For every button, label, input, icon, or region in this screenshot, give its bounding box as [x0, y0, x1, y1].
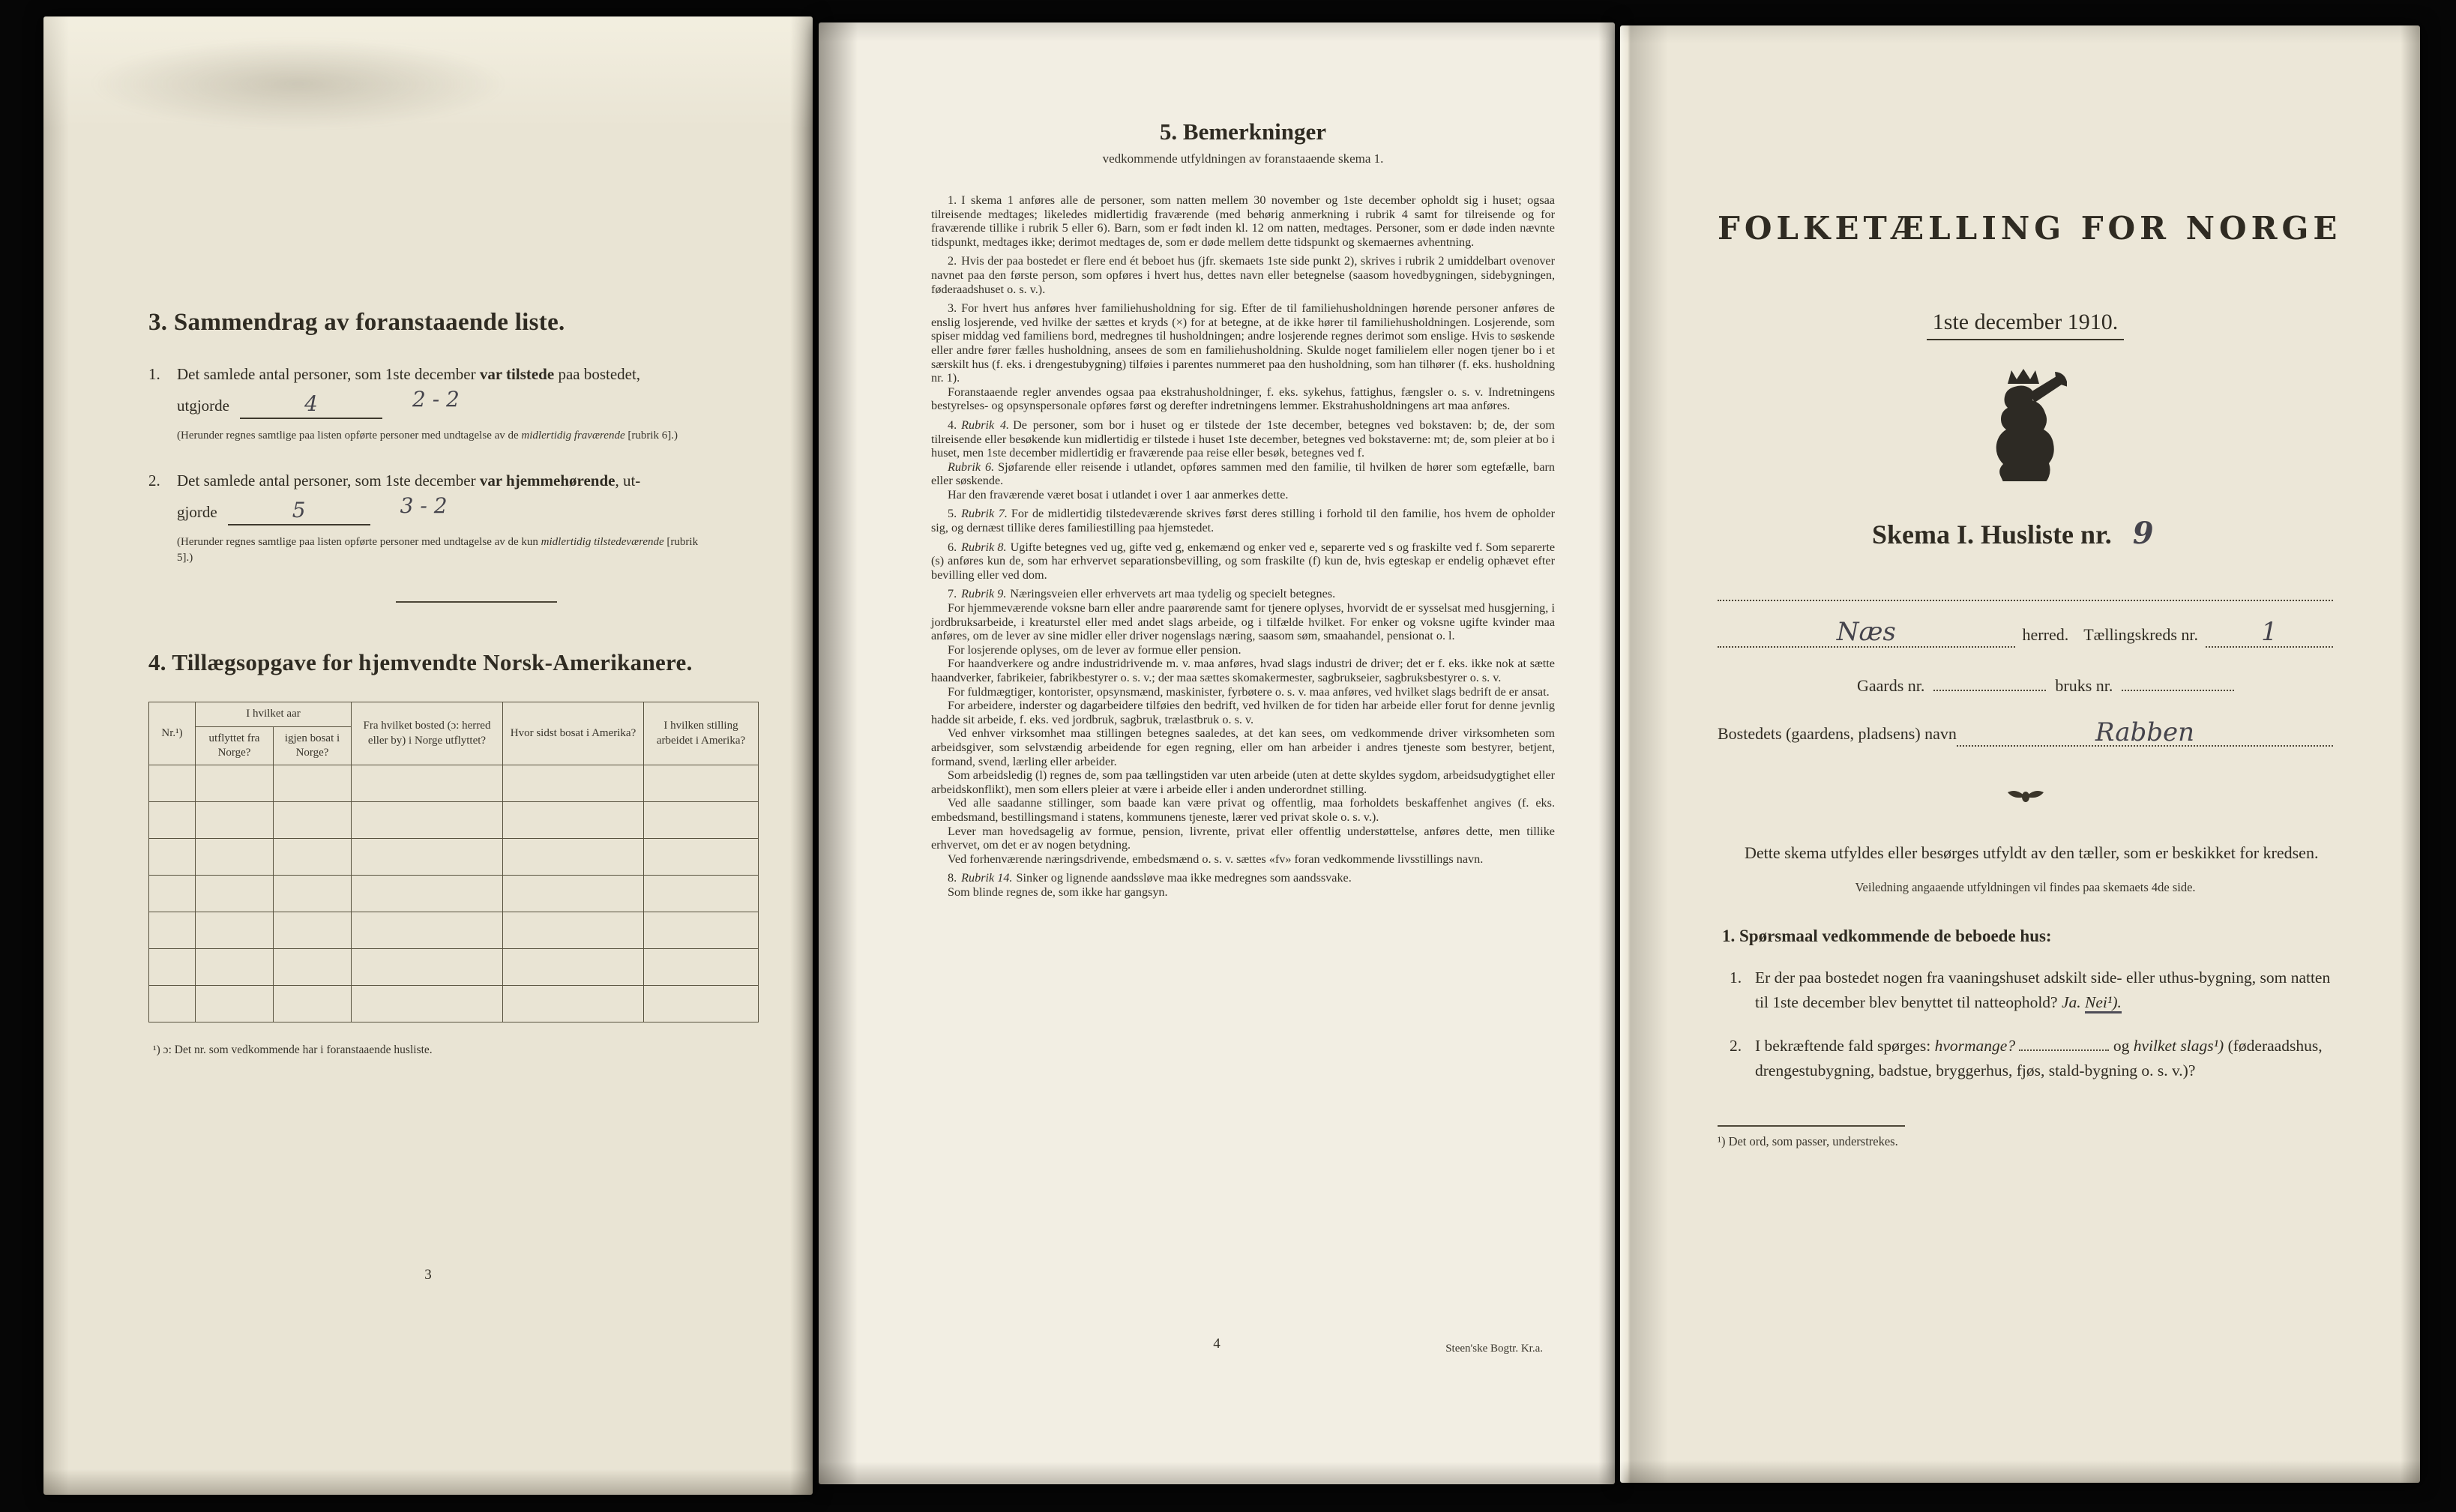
empty-row [149, 912, 759, 948]
bemerkning-block: Foranstaaende regler anvendes ogsaa paa ekstrahusholdninger, f. eks. sykehus, fattighus, fængsler o. s. v. Indretningens bestyrelses- og opsynspersonale opføres først og derefter indretningens lemmer. Ekstrahusholdningens art maa anføres. [931, 385, 1555, 413]
bemerkning-block: Ved enhver virksomhet maa stillingen betegnes saaledes, at det kan sees, om vedkommende driver virksomheten som arbeidsgiver, som selvstændig arbeidende for egen regning, eller om han arbeider i andres tjeneste som bestyrer, betjent, formand, svend, lærling eller arbeider. [931, 726, 1555, 768]
question-italic: hvilket slags¹) [2133, 1037, 2224, 1055]
question-text: Er der paa bostedet nogen fra vaaningshuset adskilt side- eller uthus-bygning, som natten til 1ste december blev benyttet til natteophold? Ja. Nei¹). [1755, 966, 2333, 1014]
bemerkning-block: For losjerende oplyses, om de lever av formue eller pension. [948, 642, 1241, 657]
section4-title: 4. Tillægsopgave for hjemvendte Norsk-Amerikanere. [148, 649, 693, 676]
printer-imprint: Steen'ske Bogtr. Kr.a. [1445, 1343, 1543, 1355]
empty-row [149, 875, 759, 912]
bemerkning-block: Som arbeidsledig (l) regnes de, som paa tællingstiden var uten arbeide (uten at dette skyldes sygdom, arbeidsudygtighet eller arbeidskonflikt), men som ellers pleier at være i arbeide eller i anden underordnet stilling. [931, 768, 1555, 796]
summary-item-2 [148, 470, 759, 565]
section-divider [396, 601, 557, 603]
skema-line [1718, 516, 2333, 551]
item-text: Det samlede antal personer, som 1ste december var hjemmehørende, ut- [177, 472, 641, 490]
summary-item-1 [148, 364, 759, 443]
gaards-line [1718, 675, 2333, 696]
empty-row [149, 948, 759, 985]
section3-title: 3. Sammendrag av foranstaaende liste. [148, 309, 565, 336]
answer-nei-underlined: Nei¹). [2085, 993, 2122, 1013]
bemerkning-block: 2. Hvis der paa bostedet er flere end ét beboet hus (jfr. skemaets 1ste side punkt 2), skrives i rubrik 2 umiddelbart ovenover navnet paa den første person, som opføres i hvert hus, dettes navn eller betegnelse (saasom hovedbygningen, sidebygningen, føderaadshuset o. s. v.). [931, 254, 1555, 296]
hvormange-answer-line [2019, 1049, 2109, 1051]
footnote-rule [1718, 1125, 1905, 1127]
bemerkning-block: 7. Rubrik 9. Næringsveien eller erhvervets art maa tydelig og specielt betegnes. [948, 587, 1336, 601]
item-note: (Herunder regnes samtlige paa listen opførte personer med undtagelse av de kun midlertidig tilstedeværende [rubrik 5].) [177, 535, 699, 564]
herred-line [1718, 619, 2333, 648]
question-number: 1. [1730, 969, 1742, 987]
fleuron-ornament-icon [2005, 787, 2047, 807]
norway-coat-of-arms-icon [1984, 367, 2067, 481]
handwritten-note: 2 - 2 [412, 386, 460, 412]
tellingskreds-label: Tællingskreds nr. [2083, 625, 2198, 644]
left-page-content [43, 16, 813, 1057]
bemerkning-block: 8. Rubrik 14. Sinker og lignende aandssløve maa ikke medregnes som aandssvake. [948, 871, 1352, 885]
table-body [149, 765, 759, 1022]
bemerkning-block: 3. For hvert hus anføres hver familiehusholdning for sig. Efter de til familiehusholdningen hørende personer anføres de enslig losjerende, ved hvilke der sættes et kryds (×) for at betegne, at de ikke hører til familiehusholdningen. Losjerende, som spiser middag ved familiens bord, medregnes til husholdningen; andre losjerende regnes derimot som enslige. Hvis to søskende eller andre fører fælles husholdning, ansees de som en familiehusholdning. Skulde noget familielem eller nogen tjener bo i et særskilt hus (f. eks. i drengestubygning) tilføies i parentes nummeret paa den husholdning, som han tilhører (f. eks. husholdning nr. 1). [931, 301, 1555, 385]
col-header-returned: igjen bosat i Norge? [274, 726, 352, 765]
handwritten-count: 4 [304, 391, 318, 416]
question-italic: hvormange? [1934, 1037, 2016, 1055]
blank-dotted-line [1718, 585, 2333, 601]
herred-label: herred. [2022, 625, 2069, 644]
bosted-line [1718, 718, 2333, 747]
col-header-emigrated: utflyttet fra Norge? [196, 726, 274, 765]
bemerkning-block: 5. Rubrik 7. For de midlertidig tilstedeværende skrives først deres stilling i forhold til den familie, hos hvem de opholder sig, og dernæst tillike deres familiestilling paa hjemstedet. [931, 507, 1555, 535]
bemerkning-block: 6. Rubrik 8. Ugifte betegnes ved ug, gifte ved g, enkemænd og enker ved e, separerte ved s og fraskilte ved f. Som separerte (s) anføres kun de, som har erhvervet separationsbevilling, og som fraskilte (f) kun de, hvis egteskap er endelig ophævet efter bevilling eller ved dom. [931, 540, 1556, 582]
col-header-from: Fra hvilket bosted (ɔ: herred eller by) i Norge utflyttet? [352, 702, 503, 765]
table-footnote: ¹) ɔ: Det nr. som vedkommende har i foranstaaende husliste. [153, 1043, 433, 1056]
page-number-left: 3 [424, 1267, 432, 1283]
col-header-nr: Nr.¹) [149, 702, 196, 765]
gaards-answer-line [1933, 675, 2046, 691]
page-left [43, 16, 813, 1495]
bemerkninger-title: 5. Bemerkninger [1159, 118, 1327, 145]
amerikanere-table [148, 702, 759, 1022]
handwritten-bosted-navn: Rabben [2095, 717, 2195, 747]
bruks-answer-line [2122, 675, 2234, 691]
bemerkning-block: 4. Rubrik 4. De personer, som bor i huset og er tilstede der 1ste december, betegnes ved bokstaven: b; de, der som tilreisende eller besøkende kun midlertidig er tilstede i huset 1ste december, betegnes ved bokstaverne: mt; de, som pleier at bo i huset, men 1ste december midlertidig er fraværende paa reise eller besøk, betegnes ved f. [931, 418, 1555, 460]
page-right [1620, 25, 2420, 1483]
census-title: FOLKETÆLLING FOR NORGE [1718, 210, 2342, 247]
col-group-year: I hvilket aar [196, 702, 352, 726]
question-number: 2. [1730, 1037, 1742, 1055]
cover-footnote: ¹) Det ord, som passer, understrekes. [1718, 1133, 1898, 1148]
question-2 [1718, 1034, 2333, 1082]
bemerkning-block: Som blinde regnes de, som ikke har gangsyn. [948, 885, 1168, 899]
empty-row [149, 801, 759, 838]
answer-line [240, 391, 382, 419]
bosted-label: Bostedets (gaardens, pladsens) navn [1718, 724, 1957, 743]
bemerkning-block: 1. I skema 1 anføres alle de personer, som natten mellem 30 november og 1ste december opholdt sig i huset; ogsaa tilreisende medtages; likeledes midlertidig fraværende (med behørig anmerkning i rubrik 4 samt for tilreisende og for fraværende tillike i rubrik 5 eller 6). Barn, som er født inden kl. 12 om natten, medtages. Personer, som er døde inden nævnte tidspunkt, medtages ikke; derimot medtages de, som er døde mellem dette tidspunkt og skemaernes avhentning. [931, 193, 1555, 249]
bemerkning-block: For haandverkere og andre industridrivende m. v. maa anføres, hvad slags industri de driver; det er f. eks. ikke nok at sætte haandverker, fabrikeier, fabrikbestyrer o. s. v.; der maa sættes skomakermester, sagbrukseier, sagbruksbestyrer o. s. v. [931, 657, 1555, 684]
bemerkning-block: Har den fraværende været bosat i utlandet i over 1 aar anmerkes dette. [948, 487, 1289, 502]
showthrough-smudge [88, 39, 508, 129]
question-text: I bekræftende fald spørges: hvormange? og hvilket slags¹) (føderaadshus, drengestubygning, badstue, bryggerhus, fjøs, stald-bygning o. s. v.)? [1755, 1037, 2323, 1080]
bemerkning-block: For arbeidere, inderster og dagarbeidere tilføies den bedrift, ved hvilken de for tiden har arbeide eller forut for denne jevnlig hadde sit arbeide, f. eks. ved jordbruk, sagbruk, trælastbruk o. s. v. [931, 699, 1555, 726]
question-1 [1718, 966, 2333, 1014]
empty-row [149, 985, 759, 1022]
item-number: 1. [148, 365, 160, 383]
bosted-answer-line [1957, 718, 2333, 747]
bemerkning-block: Rubrik 6. Sjøfarende eller reisende i utlandet, opføres sammen med den familie, til hvilken de hører som egtefælle, barn eller søskende. [931, 460, 1556, 488]
guidance-note: Veiledning angaaende utfyldningen vil findes paa skemaets 4de side. [1855, 880, 2196, 895]
handwritten-note: 3 - 2 [400, 493, 448, 519]
answer-ja: Ja. [2061, 993, 2081, 1011]
handwritten-husliste-nr: 9 [2132, 516, 2154, 551]
tellingskreds-answer-line [2206, 619, 2333, 648]
item-note: (Herunder regnes samtlige paa listen opførte personer med undtagelse av de midlertidig fraværende [rubrik 6].) [177, 429, 678, 442]
bemerkning-block: For fuldmægtiger, kontorister, opsynsmænd, maskinister, fyrbøtere o. s. v. maa anføres, ved hvilket slags bedrift de er ansat. [948, 684, 1550, 699]
census-date: 1ste december 1910. [1927, 310, 2124, 340]
empty-row [149, 838, 759, 875]
bemerkning-block: Ved forhenværende næringsdrivende, embedsmænd o. s. v. sættes «fv» foran vedkommende livsstillings navn. [948, 852, 1484, 866]
empty-row [149, 765, 759, 801]
item-number: 2. [148, 472, 160, 490]
filled-by-paragraph: Dette skema utfyldes eller besørges utfyldt av den tæller, som er beskikket for kredsen. [1745, 843, 2319, 862]
bemerkning-block: Ved alle saadanne stillinger, som baade kan være privat og offentlig, maa forholdets beskaffenhet angives (f. eks. embedsmand, bestillingsmand i statens, kommunens tjeneste, lærer ved privat skole o. s. v.). [931, 796, 1555, 824]
bemerkninger-text [931, 193, 1555, 900]
page-number-middle: 4 [1213, 1336, 1221, 1352]
bemerkning-block: Lever man hovedsagelig av formue, pension, livrente, privat eller offentlig understøttelse, anføres dette, men tillike erhvervet, om det er av nogen betydning. [931, 824, 1555, 852]
right-page-content [1620, 25, 2420, 1149]
page-middle [819, 22, 1615, 1484]
handwritten-count: 5 [292, 498, 306, 523]
table-header [149, 702, 759, 765]
bemerkninger-subtitle: vedkommende utfyldningen av foranstaaende skema 1. [1102, 151, 1384, 166]
gaards-label: Gaards nr. [1857, 676, 1925, 695]
item-text: Det samlede antal personer, som 1ste december var tilstede paa bostedet, [177, 365, 641, 383]
fill-in-line: utgjorde 4 2 - 2 [177, 394, 759, 419]
handwritten-herred: Næs [1836, 617, 1896, 647]
col-header-last-residence: Hvor sidst bosat i Amerika? [503, 702, 644, 765]
answer-line [228, 500, 370, 525]
skema-label: Skema I. Husliste nr. [1872, 519, 2112, 549]
fill-in-line: gjorde 5 3 - 2 [177, 500, 759, 525]
bruks-label: bruks nr. [2055, 676, 2113, 695]
col-header-occupation: I hvilken stilling arbeidet i Amerika? [644, 702, 759, 765]
middle-page-content [819, 22, 1615, 900]
questions-title: 1. Spørsmaal vedkommende de beboede hus: [1722, 927, 2052, 946]
herred-answer-line [1718, 619, 2015, 648]
handwritten-tellingskreds-nr: 1 [2261, 617, 2278, 647]
bemerkning-block: For hjemmeværende voksne barn eller andre paarørende samt for tjenere oplyses, hvorvidt de er sysselsat med husgjerning, i jordbruksarbeide, i kreaturstel eller med andet slags arbeide, og i tilfælde hvilket. For enker og voksne ugifte kvinder maa anføres, om de lever av sine midler eller driver nogenslags næring, saasom søm, smaahandel, pensionat o. l. [931, 601, 1555, 643]
